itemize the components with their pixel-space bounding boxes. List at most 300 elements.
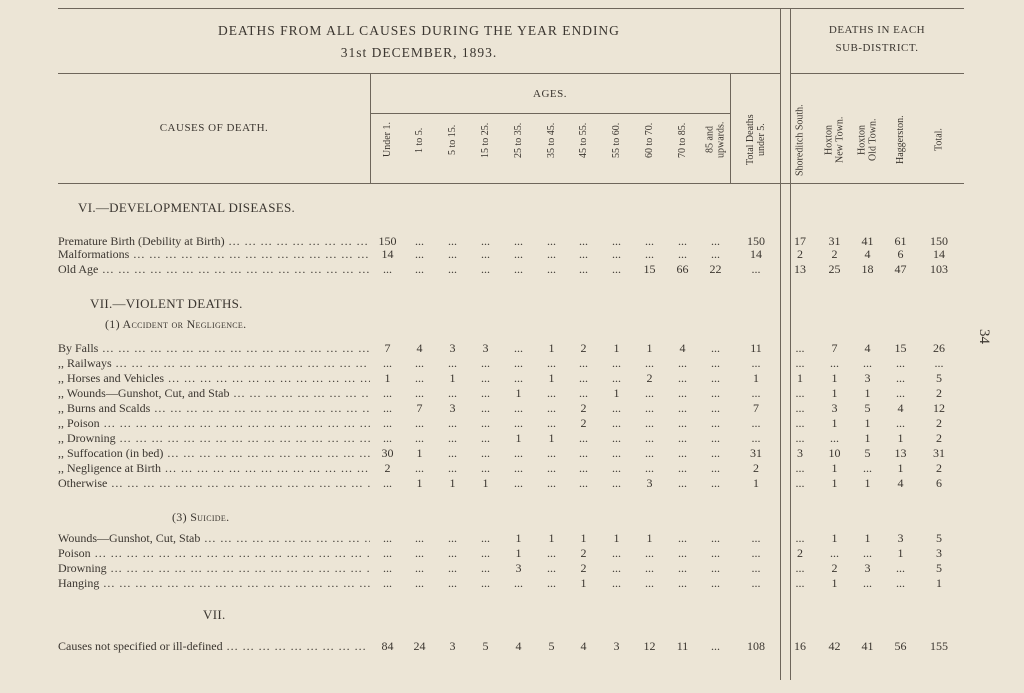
table-cell: ... bbox=[645, 356, 654, 370]
table-cell: ... bbox=[514, 476, 523, 490]
table-cell: 1 bbox=[449, 476, 456, 490]
table-cell: 150 bbox=[930, 234, 948, 248]
section-vii: VII. bbox=[203, 607, 226, 622]
table-cell: 10 bbox=[828, 446, 841, 460]
table-cell: ... bbox=[678, 431, 687, 445]
table-cell: 1 bbox=[580, 576, 587, 590]
row-label: ,, Burns and Scalds ... . bbox=[58, 402, 370, 415]
table-cell: 1 bbox=[831, 531, 838, 545]
table-cell: ... bbox=[547, 262, 556, 276]
table-cell: 1 bbox=[753, 371, 759, 385]
table-cell: ... bbox=[612, 262, 621, 276]
table-cell: 47 bbox=[894, 262, 907, 276]
table-cell: 31 bbox=[750, 446, 762, 460]
table-cell: ... bbox=[448, 431, 457, 445]
table-cell: ... bbox=[514, 262, 523, 276]
table-cell: 11 bbox=[750, 341, 762, 355]
table-cell: 3 bbox=[936, 546, 942, 560]
table-cell: ... bbox=[612, 234, 621, 248]
table-cell: 1 bbox=[548, 371, 555, 385]
table-cell: ... bbox=[547, 416, 556, 430]
table-cell: ... bbox=[896, 561, 905, 575]
table-cell: ... bbox=[711, 561, 720, 575]
table-cell: ... bbox=[896, 356, 905, 370]
row-label: Hanging ... . bbox=[58, 577, 370, 590]
table-cell: 17 bbox=[794, 234, 806, 248]
table-cell: 1 bbox=[515, 386, 522, 400]
table-cell: 2 bbox=[580, 341, 587, 355]
table-cell: ... bbox=[579, 234, 588, 248]
row-label: Old Age ... . bbox=[58, 263, 370, 276]
row-label: ,, Negligence at Birth ... . bbox=[58, 462, 370, 475]
table-cell: ... bbox=[448, 234, 457, 248]
table-cell: 42 bbox=[828, 639, 841, 653]
table-cell: 15 bbox=[894, 341, 907, 355]
table-cell: 1 bbox=[449, 371, 456, 385]
table-cell: ... bbox=[481, 531, 490, 545]
table-cell: ... bbox=[678, 386, 687, 400]
table-cell: 31 bbox=[933, 446, 945, 460]
table-cell: ... bbox=[415, 234, 424, 248]
table-cell: 4 bbox=[580, 639, 587, 653]
table-cell: ... bbox=[678, 461, 687, 475]
table-cell: 1 bbox=[864, 386, 871, 400]
table-cell: ... bbox=[678, 247, 687, 261]
table-cell: ... bbox=[795, 401, 805, 415]
table-cell: ... bbox=[751, 546, 761, 560]
table-cell: ... bbox=[645, 446, 654, 460]
table-cell: ... bbox=[711, 247, 720, 261]
table-cell: 3 bbox=[897, 531, 904, 545]
table-cell: 3 bbox=[449, 401, 456, 415]
table-cell: ... bbox=[863, 546, 872, 560]
table-cell: ... bbox=[612, 546, 621, 560]
table-cell: 3 bbox=[797, 446, 803, 460]
table-cell: 56 bbox=[894, 639, 907, 653]
table-cell: ... bbox=[751, 416, 761, 430]
table-cell: ... bbox=[448, 386, 457, 400]
subsection-suicide: (3) Suicide. bbox=[172, 510, 230, 524]
table-cell: 1 bbox=[515, 431, 522, 445]
row-label: ,, Horses and Vehicles ... . bbox=[58, 372, 370, 385]
table-cell: ... bbox=[678, 401, 687, 415]
table-cell: ... bbox=[645, 561, 654, 575]
table-cell: 103 bbox=[930, 262, 948, 276]
section-developmental: VI.—DEVELOPMENTAL DISEASES. bbox=[78, 200, 296, 215]
table-cell: 1 bbox=[548, 431, 555, 445]
table-cell: 41 bbox=[861, 639, 874, 653]
row-label: By Falls ... . bbox=[58, 342, 370, 355]
table-cell: 2 bbox=[936, 461, 942, 475]
table-cell: ... bbox=[547, 576, 556, 590]
table-cell: ... bbox=[579, 386, 588, 400]
table-cell: ... bbox=[514, 401, 523, 415]
table-cell: ... bbox=[612, 371, 621, 385]
table-cell: 150 bbox=[378, 234, 397, 248]
table-cell: 2 bbox=[831, 247, 838, 261]
table-cell: 84 bbox=[381, 639, 394, 653]
column-header: Shoreditch South. bbox=[794, 104, 806, 176]
table-cell: ... bbox=[579, 446, 588, 460]
column-header: 1 to 5. bbox=[414, 127, 425, 153]
table-cell: 1 bbox=[831, 461, 838, 475]
table-cell: 3 bbox=[482, 341, 489, 355]
table-cell: ... bbox=[795, 531, 805, 545]
table-cell: 1 bbox=[797, 371, 803, 385]
table-cell: ... bbox=[514, 416, 523, 430]
row-label: Wounds—Gunshot, Cut, Stab ... . bbox=[58, 532, 370, 545]
subdistrict-title-line2: SUB-DISTRICT. bbox=[835, 42, 919, 54]
table-cell: 3 bbox=[864, 561, 871, 575]
table-cell: 3 bbox=[449, 639, 456, 653]
row-label: ,, Wounds—Gunshot, Cut, and Stab ... . bbox=[58, 387, 370, 400]
table-cell: 18 bbox=[861, 262, 874, 276]
table-cell: ... bbox=[795, 476, 805, 490]
table-cell: 1 bbox=[548, 341, 555, 355]
table-cell: ... bbox=[579, 476, 588, 490]
table-cell: 1 bbox=[416, 476, 423, 490]
table-cell: ... bbox=[896, 416, 905, 430]
table-cell: ... bbox=[383, 401, 392, 415]
table-cell: 7 bbox=[753, 401, 759, 415]
table-cell: ... bbox=[448, 576, 457, 590]
table-cell: ... bbox=[612, 461, 621, 475]
table-cell: 66 bbox=[676, 262, 689, 276]
table-cell: ... bbox=[711, 401, 720, 415]
subdistrict-title: DEATHS IN EACH bbox=[828, 24, 926, 36]
table-cell: 1 bbox=[831, 476, 838, 490]
row-label: ,, Suffocation (in bed) ... . bbox=[58, 447, 370, 460]
table-cell: ... bbox=[863, 461, 872, 475]
table-cell: ... bbox=[415, 561, 424, 575]
table-cell: ... bbox=[711, 431, 720, 445]
table-row bbox=[0, 432, 1024, 445]
table-cell: ... bbox=[481, 371, 490, 385]
table-cell: ... bbox=[711, 416, 720, 430]
table-row bbox=[0, 462, 1024, 475]
column-header: Hoxton Old Town. bbox=[856, 118, 879, 162]
table-cell: ... bbox=[547, 546, 556, 560]
table-cell: 2 bbox=[646, 371, 653, 385]
table-cell: ... bbox=[579, 371, 588, 385]
table-cell: ... bbox=[678, 356, 687, 370]
table-cell: ... bbox=[751, 386, 761, 400]
table-cell: 2 bbox=[831, 561, 838, 575]
column-header: Hoxton New Town. bbox=[823, 116, 846, 164]
column-header: 5 to 15. bbox=[447, 124, 458, 156]
table-cell: 14 bbox=[750, 247, 762, 261]
table-cell: ... bbox=[830, 546, 839, 560]
table-cell: 7 bbox=[416, 401, 423, 415]
table-cell: ... bbox=[383, 262, 392, 276]
table-cell: 5 bbox=[864, 446, 871, 460]
table-cell: 1 bbox=[864, 476, 871, 490]
table-cell: 2 bbox=[580, 401, 587, 415]
table-cell: ... bbox=[678, 234, 687, 248]
table-row bbox=[0, 640, 1024, 653]
table-cell: ... bbox=[448, 546, 457, 560]
table-cell: ... bbox=[711, 356, 720, 370]
table-cell: ... bbox=[711, 476, 720, 490]
table-cell: ... bbox=[795, 356, 805, 370]
table-cell: ... bbox=[795, 576, 805, 590]
table-cell: 2 bbox=[797, 247, 803, 261]
table-cell: ... bbox=[934, 356, 944, 370]
table-cell: ... bbox=[579, 431, 588, 445]
table-cell: ... bbox=[448, 416, 457, 430]
table-cell: ... bbox=[645, 386, 654, 400]
table-cell: 5 bbox=[864, 401, 871, 415]
table-cell: 7 bbox=[384, 341, 391, 355]
table-cell: 12 bbox=[643, 639, 656, 653]
table-cell: ... bbox=[612, 416, 621, 430]
table-cell: 1 bbox=[548, 531, 555, 545]
column-header: 85 and upwards. bbox=[704, 121, 727, 159]
row-label: ,, Drowning ... . bbox=[58, 432, 370, 445]
table-cell: ... bbox=[678, 576, 687, 590]
table-cell: ... bbox=[415, 416, 424, 430]
table-cell: ... bbox=[547, 401, 556, 415]
table-cell: 1 bbox=[831, 416, 838, 430]
table-row bbox=[0, 447, 1024, 460]
table-cell: 1 bbox=[753, 476, 759, 490]
table-cell: ... bbox=[383, 386, 392, 400]
table-cell: ... bbox=[415, 461, 424, 475]
row-label: ,, Railways ... . bbox=[58, 357, 370, 370]
table-cell: ... bbox=[383, 356, 392, 370]
table-cell: 24 bbox=[413, 639, 426, 653]
table-cell: ... bbox=[795, 561, 805, 575]
table-cell: ... bbox=[612, 431, 621, 445]
table-cell: 61 bbox=[894, 234, 907, 248]
table-cell: ... bbox=[751, 262, 761, 276]
table-cell: 11 bbox=[676, 639, 689, 653]
table-cell: ... bbox=[383, 576, 392, 590]
table-cell: ... bbox=[383, 561, 392, 575]
table-cell: ... bbox=[678, 531, 687, 545]
table-cell: 5 bbox=[936, 561, 942, 575]
table-cell: 5 bbox=[482, 639, 489, 653]
column-header: Total Deaths under 5. bbox=[745, 114, 767, 166]
table-cell: ... bbox=[678, 416, 687, 430]
table-row bbox=[0, 477, 1024, 490]
table-cell: ... bbox=[678, 446, 687, 460]
table-cell: ... bbox=[830, 356, 839, 370]
column-header: 25 to 35. bbox=[513, 122, 524, 158]
table-cell: ... bbox=[711, 386, 720, 400]
table-cell: ... bbox=[579, 356, 588, 370]
table-cell: ... bbox=[547, 461, 556, 475]
table-cell: ... bbox=[795, 416, 805, 430]
table-cell: 2 bbox=[580, 546, 587, 560]
table-cell: ... bbox=[896, 371, 905, 385]
table-cell: 13 bbox=[894, 446, 907, 460]
table-cell: 5 bbox=[548, 639, 555, 653]
table-cell: 3 bbox=[515, 561, 522, 575]
table-cell: 4 bbox=[897, 476, 904, 490]
table-cell: ... bbox=[711, 341, 720, 355]
table-cell: ... bbox=[751, 356, 761, 370]
table-cell: 2 bbox=[797, 546, 803, 560]
table-cell: ... bbox=[415, 262, 424, 276]
table-cell: 2 bbox=[936, 416, 942, 430]
table-row bbox=[0, 357, 1024, 370]
table-cell: ... bbox=[383, 416, 392, 430]
table-cell: 6 bbox=[897, 247, 904, 261]
table-cell: ... bbox=[678, 476, 687, 490]
table-cell: 1 bbox=[646, 531, 653, 545]
table-cell: 12 bbox=[933, 401, 945, 415]
column-header: Haggerston. bbox=[895, 115, 906, 165]
table-cell: 1 bbox=[831, 386, 838, 400]
table-cell: 5 bbox=[936, 371, 942, 385]
table-cell: ... bbox=[645, 546, 654, 560]
table-cell: 22 bbox=[709, 262, 722, 276]
table-row bbox=[0, 402, 1024, 415]
table-cell: 3 bbox=[864, 371, 871, 385]
table-cell: 26 bbox=[933, 341, 945, 355]
table-cell: ... bbox=[448, 561, 457, 575]
table-cell: 2 bbox=[753, 461, 759, 475]
table-cell: ... bbox=[383, 431, 392, 445]
table-cell: 6 bbox=[936, 476, 942, 490]
table-cell: ... bbox=[645, 431, 654, 445]
table-cell: ... bbox=[795, 386, 805, 400]
table-cell: 1 bbox=[897, 431, 904, 445]
table-cell: ... bbox=[415, 531, 424, 545]
table-cell: ... bbox=[481, 576, 490, 590]
column-header: Total. bbox=[933, 128, 945, 152]
table-cell: 13 bbox=[794, 262, 806, 276]
table-cell: ... bbox=[896, 386, 905, 400]
table-cell: ... bbox=[383, 531, 392, 545]
table-cell: 1 bbox=[515, 546, 522, 560]
table-cell: ... bbox=[415, 247, 424, 261]
table-cell: ... bbox=[547, 356, 556, 370]
table-cell: 155 bbox=[930, 639, 948, 653]
table-cell: 16 bbox=[794, 639, 806, 653]
table-cell: 2 bbox=[580, 416, 587, 430]
table-cell: 5 bbox=[936, 531, 942, 545]
section-violent: VII.—VIOLENT DEATHS. bbox=[90, 296, 243, 311]
table-cell: 2 bbox=[580, 561, 587, 575]
table-cell: ... bbox=[448, 461, 457, 475]
table-cell: 3 bbox=[831, 401, 838, 415]
table-cell: ... bbox=[481, 262, 490, 276]
table-cell: 4 bbox=[897, 401, 904, 415]
ages-header: AGES. bbox=[533, 88, 567, 100]
table-cell: 4 bbox=[416, 341, 423, 355]
row-label: Malformations ... . bbox=[58, 248, 370, 261]
table-cell: ... bbox=[645, 401, 654, 415]
table-cell: ... bbox=[383, 476, 392, 490]
table-cell: ... bbox=[481, 561, 490, 575]
page-number: 34 bbox=[976, 329, 992, 344]
table-cell: 31 bbox=[828, 234, 841, 248]
table-cell: ... bbox=[481, 356, 490, 370]
table-cell: ... bbox=[514, 446, 523, 460]
table-cell: ... bbox=[514, 234, 523, 248]
column-header: 45 to 55. bbox=[578, 122, 589, 158]
table-cell: ... bbox=[711, 531, 720, 545]
table-cell: 1 bbox=[864, 531, 871, 545]
table-cell: ... bbox=[711, 546, 720, 560]
table-cell: ... bbox=[795, 461, 805, 475]
table-row bbox=[0, 387, 1024, 400]
table-cell: 1 bbox=[613, 386, 620, 400]
causes-of-death-header: CAUSES OF DEATH. bbox=[159, 122, 269, 134]
table-cell: 4 bbox=[515, 639, 522, 653]
table-cell: ... bbox=[415, 371, 424, 385]
table-title-date: 31st DECEMBER, 1893. bbox=[340, 45, 498, 60]
table-cell: ... bbox=[514, 371, 523, 385]
table-cell: 4 bbox=[864, 247, 871, 261]
table-cell: 15 bbox=[643, 262, 656, 276]
table-cell: 1 bbox=[897, 546, 904, 560]
row-label: ,, Poison ... . bbox=[58, 417, 370, 430]
table-cell: ... bbox=[481, 247, 490, 261]
table-cell: ... bbox=[481, 546, 490, 560]
table-cell: ... bbox=[612, 576, 621, 590]
table-cell: ... bbox=[514, 341, 523, 355]
table-cell: ... bbox=[448, 247, 457, 261]
table-row bbox=[0, 532, 1024, 545]
table-cell: 1 bbox=[613, 531, 620, 545]
table-cell: ... bbox=[547, 234, 556, 248]
row-label: Premature Birth (Debility at Birth) ... . bbox=[58, 235, 370, 248]
table-cell: ... bbox=[547, 446, 556, 460]
table-cell: ... bbox=[481, 386, 490, 400]
table-cell: ... bbox=[481, 401, 490, 415]
table-cell: 1 bbox=[580, 531, 587, 545]
table-cell: ... bbox=[612, 561, 621, 575]
table-cell: ... bbox=[448, 446, 457, 460]
table-cell: ... bbox=[751, 431, 761, 445]
table-cell: ... bbox=[863, 356, 872, 370]
table-cell: 1 bbox=[864, 416, 871, 430]
table-cell: ... bbox=[795, 431, 805, 445]
table-cell: ... bbox=[711, 234, 720, 248]
table-cell: ... bbox=[612, 401, 621, 415]
column-header: 55 to 60. bbox=[611, 122, 622, 158]
table-cell: 1 bbox=[936, 576, 942, 590]
table-cell: 4 bbox=[864, 341, 871, 355]
table-cell: ... bbox=[645, 461, 654, 475]
table-cell: 1 bbox=[897, 461, 904, 475]
column-header: Under 1. bbox=[382, 122, 393, 158]
table-cell: 3 bbox=[449, 341, 456, 355]
table-cell: ... bbox=[481, 461, 490, 475]
table-cell: ... bbox=[481, 446, 490, 460]
table-cell: 25 bbox=[828, 262, 841, 276]
table-cell: ... bbox=[612, 476, 621, 490]
table-cell: 1 bbox=[646, 341, 653, 355]
table-cell: 3 bbox=[613, 639, 620, 653]
table-cell: ... bbox=[481, 234, 490, 248]
table-cell: 2 bbox=[936, 386, 942, 400]
table-cell: ... bbox=[448, 531, 457, 545]
table-cell: 30 bbox=[381, 446, 394, 460]
table-cell: ... bbox=[751, 576, 761, 590]
table-cell: ... bbox=[711, 461, 720, 475]
table-cell: ... bbox=[612, 247, 621, 261]
table-cell: ... bbox=[678, 371, 687, 385]
table-row bbox=[0, 562, 1024, 575]
table-cell: ... bbox=[678, 546, 687, 560]
table-cell: ... bbox=[579, 461, 588, 475]
table-cell: ... bbox=[547, 386, 556, 400]
table-cell: ... bbox=[514, 576, 523, 590]
